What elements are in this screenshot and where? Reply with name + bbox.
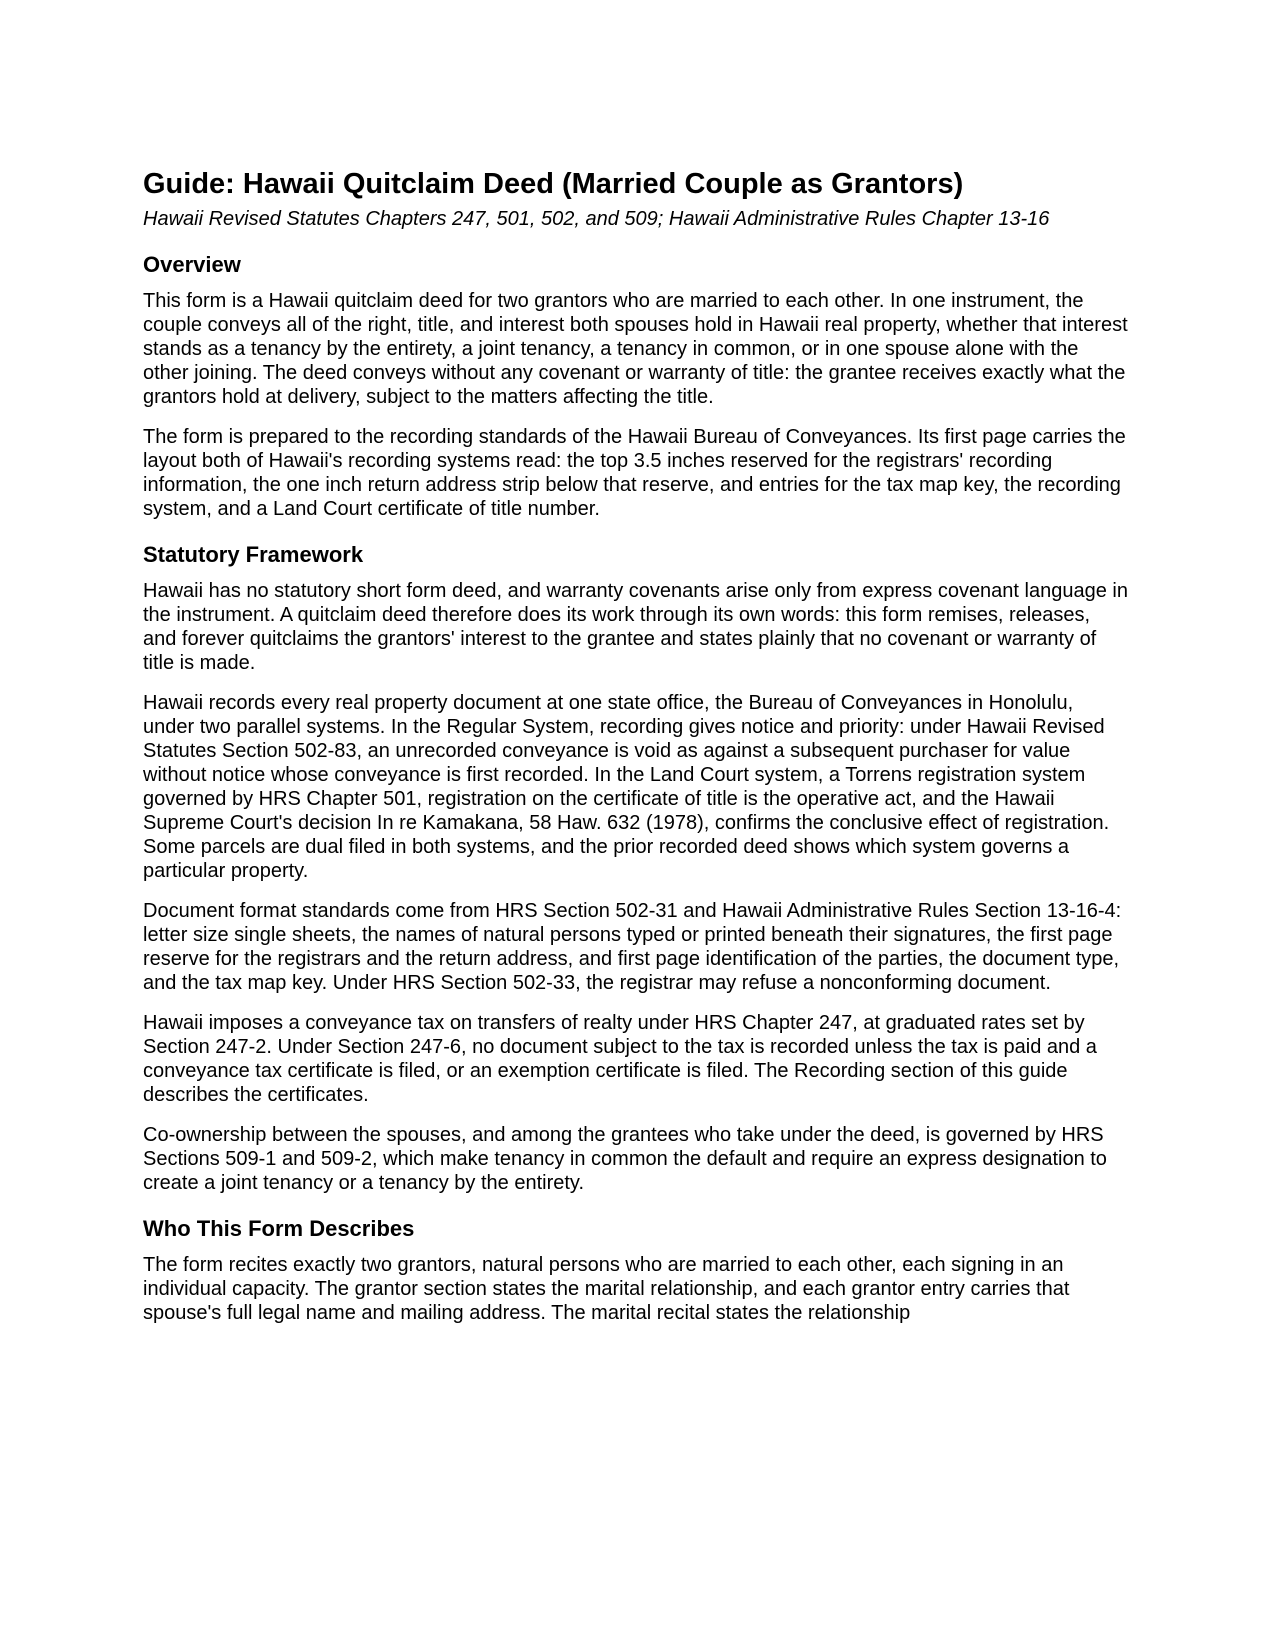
paragraph: Hawaii has no statutory short form deed, and warranty covenants arise only from express covenant language in the instrument. A quitclaim deed therefore does its work through its own words: this form remises, releases, and forever quitclaims the grantors' interest to the grantee and states plainly that no covenant or warranty of title is made. xyxy=(143,580,1128,674)
paragraph: Co-ownership between the spouses, and among the grantees who take under the deed, is governed by HRS Sections 509-1 and 509-2, which make tenancy in common the default and require an express designation to create a joint tenancy or a tenancy by the entirety. xyxy=(143,1124,1107,1194)
section-heading: Statutory Framework xyxy=(143,542,364,567)
section-statutory-framework xyxy=(143,541,1128,1195)
document-title: Guide: Hawaii Quitclaim Deed (Married Couple as Grantors) xyxy=(143,168,964,200)
section-who-this-form-describes xyxy=(143,1215,1128,1325)
paragraph: Hawaii records every real property document at one state office, the Bureau of Conveyances in Honolulu, under two parallel systems. In the Regular System, recording gives notice and priority: under Hawaii Revised Statutes Section 502-83, an unrecorded conveyance is void as against a subsequent purchaser for value without notice whose conveyance is first recorded. In the Land Court system, a Torrens registration system governed by HRS Chapter 501, registration on the certificate of title is the operative act, and the Hawaii Supreme Court's decision In re Kamakana, 58 Haw. 632 (1978), confirms the conclusive effect of registration. Some parcels are dual filed in both systems, and the prior recorded deed shows which system governs a particular property. xyxy=(143,692,1110,882)
paragraph: This form is a Hawaii quitclaim deed for two grantors who are married to each other. In one instrument, the couple conveys all of the right, title, and interest both spouses hold in Hawaii real property, whether that interest stands as a tenancy by the entirety, a joint tenancy, a tenancy in common, or in one spouse alone with the other joining. The deed conveys without any covenant or warranty of title: the grantee receives exactly what the grantors hold at delivery, subject to the matters affecting the title. xyxy=(143,290,1128,408)
paragraph: Document format standards come from HRS Section 502-31 and Hawaii Administrative Rules Section 13-16-4: letter size single sheets, the names of natural persons typed or printed beneath their signatures, the first page reserve for the registrars and the return address, and first page identification of the parties, the document type, and the tax map key. Under HRS Section 502-33, the registrar may refuse a nonconforming document. xyxy=(143,900,1122,994)
paragraph: The form recites exactly two grantors, natural persons who are married to each other, each signing in an individual capacity. The grantor section states the marital relationship, and each grantor entry carries that spouse's full legal name and mailing address. The marital recital states the relationship xyxy=(143,1254,1070,1324)
paragraph: The form is prepared to the recording standards of the Hawaii Bureau of Conveyances. Its first page carries the layout both of Hawaii's recording systems read: the top 3.5 inches reserved for the registrars' recording information, the one inch return address strip below that reserve, and entries for the tax map key, the recording system, and a Land Court certificate of title number. xyxy=(143,426,1126,520)
paragraph: Hawaii imposes a conveyance tax on transfers of realty under HRS Chapter 247, at graduated rates set by Section 247-2. Under Section 247-6, no document subject to the tax is recorded unless the tax is paid and a conveyance tax certificate is filed, or an exemption certificate is filed. The Recording section of this guide describes the certificates. xyxy=(143,1012,1097,1106)
section-overview xyxy=(143,251,1128,521)
document-page xyxy=(143,165,1128,1345)
section-heading: Who This Form Describes xyxy=(143,1216,415,1241)
section-heading: Overview xyxy=(143,252,241,277)
document-subtitle: Hawaii Revised Statutes Chapters 247, 501, 502, and 509; Hawaii Administrative Rules Chapter 13-16 xyxy=(143,208,1050,230)
